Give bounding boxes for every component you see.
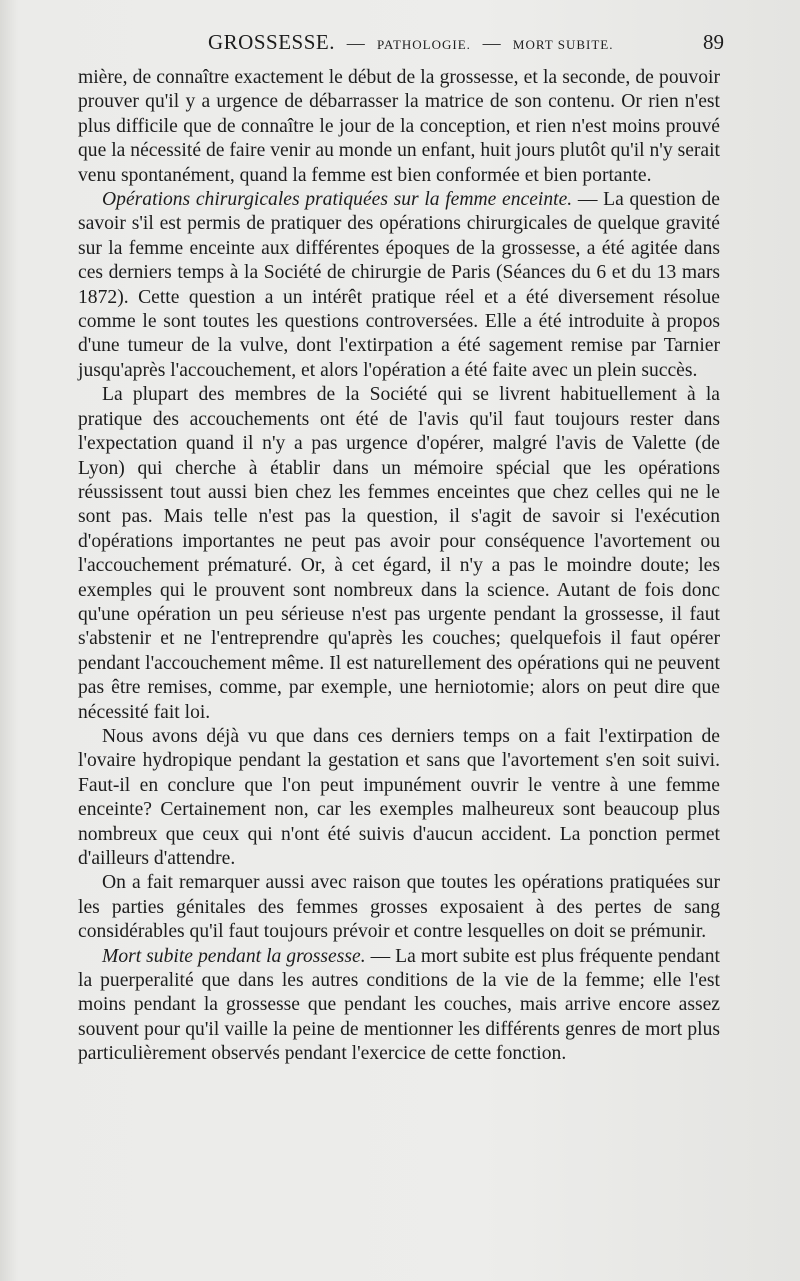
header-title: GROSSESSE. [208, 30, 335, 54]
header-section: PATHOLOGIE. [376, 37, 471, 52]
paragraph: On a fait remarquer aussi avec raison que toutes les opérations pratiquées sur les parties génitales des femmes grosses exposaient à des pertes de sang considérables qu'il faut toujours prévoir et contre lesquelles on doit se prémunir. [78, 872, 720, 943]
paragraph: Nous avons déjà vu que dans ces derniers temps on a fait l'extirpation de l'ovaire hydropique pendant la gestation et sans que l'avortement s'en soit suivi. Faut-il en conclure que l'on peut impunément ouvrir le ventre à une femme enceinte? Certainement non, car les exemples malheureux sont beaucoup plus nombreux que ceux qui n'ont été suivis d'aucun accident. La ponction permet d'ailleurs d'attendre. [78, 725, 720, 869]
header-subsection: MORT SUBITE. [512, 37, 614, 52]
paragraph-body: — La mort subite est plus fréquente pendant la puerperalité que dans les autres conditions de la vie de la femme; elle l'est moins pendant la grossesse que pendant les couches, mais arrive encore assez souvent pour qu'il vaille la peine de mentionner les différents genres de mort plus particulièrement observés pendant l'exercice de cette fonction. [78, 945, 720, 1065]
paragraph-body: — La question de savoir s'il est permis de pratiquer des opérations chirurgicales de quelque gravité sur la femme enceinte aux différentes époques de la grossesse, a été agitée dans ces derniers temps à la Société de chirurgie de Paris (Séances du 6 et du 13 mars 1872). Cette question a un intérêt pratique réel et a été diversement résolue comme le sont toutes les questions controversées. Elle a été introduite à propos d'une tumeur de la vulve, dont l'extirpation a été sagement remise par Tarnier jusqu'après l'accouchement, et alors l'opération a été faite avec un plein succès. [78, 189, 720, 381]
paragraph [78, 945, 720, 1067]
page-number: 89 [703, 30, 724, 54]
section-heading-operations: Opérations chirurgicales pratiquées sur la femme enceinte. [102, 189, 573, 211]
running-header [76, 30, 724, 56]
header-title-line [208, 30, 613, 55]
section-heading-mort-subite: Mort subite pendant la grossesse. [102, 945, 366, 967]
body-text [78, 66, 720, 1067]
paragraph: La plupart des membres de la Société qui se livrent habituellement à la pratique des accouchements ont été de l'avis qu'il faut toujours rester dans l'expectation quand il n'y a pas urgence d'opérer, malgré l'avis de Valette (de Lyon) qui cherche à établir dans un mémoire spécial que les opérations réussissent tout aussi bien chez les femmes enceintes que chez celles qui ne le sont pas. Mais telle n'est pas la question, il s'agit de savoir si l'exécution d'opérations importantes ne peut pas avoir pour conséquence l'avortement ou l'accouchement prématuré. Or, à cet égard, il n'y a pas le moindre doute; les exemples qui le prouvent sont nombreux dans la science. Autant de fois donc qu'une opération un peu sérieuse n'est pas urgente pendant la grossesse, il faut s'abstenir et ne l'entreprendre qu'après les couches; quelquefois il faut opérer pendant l'accouchement même. Il est naturellement des opérations qui ne peuvent pas être remises, comme, par exemple, une herniotomie; alors on peut dire que nécessité fait loi. [78, 384, 720, 723]
header-separator: — [482, 33, 502, 53]
paragraph [78, 188, 720, 383]
paragraph: mière, de connaître exactement le début de la grossesse, et la seconde, de pouvoir prouver qu'il y a urgence de débarrasser la matrice de son contenu. Or rien n'est plus difficile que de connaître le jour de la conception, et rien n'est moins prouvé que la nécessité de faire venir au monde un enfant, huit jours plutôt qu'il n'y serait venu spontanément, quand la femme est bien conformée et bien portante. [78, 67, 720, 186]
header-separator: — [346, 33, 366, 53]
